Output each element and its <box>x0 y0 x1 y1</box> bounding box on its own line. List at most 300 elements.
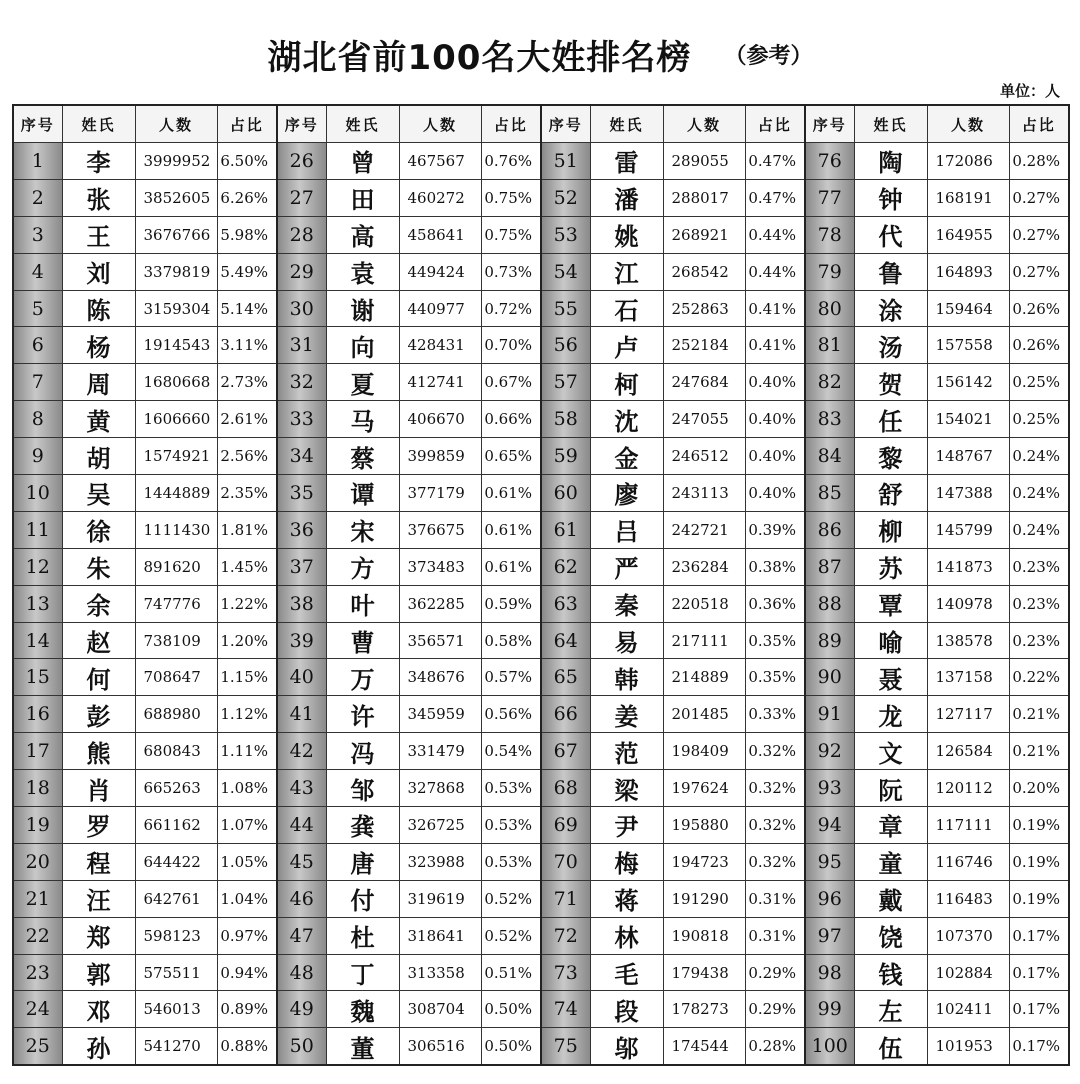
surname-cell: 万 <box>326 659 399 696</box>
rank-cell: 23 <box>13 954 62 991</box>
rank-cell: 30 <box>277 290 326 327</box>
surname-cell: 谢 <box>326 290 399 327</box>
count-cell: 157558 <box>927 327 1009 364</box>
count-cell: 747776 <box>135 585 217 622</box>
rank-cell: 8 <box>13 401 62 438</box>
table-row <box>13 548 1069 585</box>
count-cell: 194723 <box>663 843 745 880</box>
surname-cell: 杨 <box>62 327 135 364</box>
rank-cell: 3 <box>13 216 62 253</box>
rank-cell: 18 <box>13 770 62 807</box>
rank-cell: 35 <box>277 475 326 512</box>
count-cell: 373483 <box>399 548 481 585</box>
rank-cell: 68 <box>541 770 590 807</box>
surname-cell: 吴 <box>62 475 135 512</box>
surname-cell: 付 <box>326 880 399 917</box>
surname-cell: 周 <box>62 364 135 401</box>
percent-cell: 0.33% <box>745 696 805 733</box>
surname-cell: 叶 <box>326 585 399 622</box>
surname-cell: 易 <box>590 622 663 659</box>
count-cell: 116746 <box>927 843 1009 880</box>
surname-cell: 苏 <box>854 548 927 585</box>
surname-cell: 聂 <box>854 659 927 696</box>
rank-cell: 80 <box>805 290 854 327</box>
percent-cell: 2.61% <box>217 401 277 438</box>
count-cell: 252184 <box>663 327 745 364</box>
rank-cell: 79 <box>805 253 854 290</box>
count-cell: 214889 <box>663 659 745 696</box>
percent-cell: 0.23% <box>1009 622 1069 659</box>
table-row <box>13 327 1069 364</box>
percent-cell: 3.11% <box>217 327 277 364</box>
surname-cell: 韩 <box>590 659 663 696</box>
percent-cell: 0.31% <box>745 880 805 917</box>
count-cell: 665263 <box>135 770 217 807</box>
table-row <box>13 1028 1069 1065</box>
surname-cell: 丁 <box>326 954 399 991</box>
table-row <box>13 807 1069 844</box>
surname-cell: 谭 <box>326 475 399 512</box>
rank-cell: 38 <box>277 585 326 622</box>
surname-header: 姓氏 <box>590 105 663 143</box>
rank-cell: 26 <box>277 143 326 180</box>
page-subtitle: （参考） <box>724 44 813 69</box>
surname-cell: 李 <box>62 143 135 180</box>
surname-cell: 童 <box>854 843 927 880</box>
surname-cell: 陶 <box>854 143 927 180</box>
surname-cell: 赵 <box>62 622 135 659</box>
percent-cell: 0.61% <box>481 548 541 585</box>
count-cell: 164955 <box>927 216 1009 253</box>
table-row <box>13 143 1069 180</box>
count-cell: 252863 <box>663 290 745 327</box>
percent-cell: 0.58% <box>481 622 541 659</box>
count-cell: 217111 <box>663 622 745 659</box>
surname-cell: 汪 <box>62 880 135 917</box>
percent-cell: 1.20% <box>217 622 277 659</box>
percent-cell: 0.40% <box>745 475 805 512</box>
count-cell: 126584 <box>927 733 1009 770</box>
surname-cell: 冯 <box>326 733 399 770</box>
rank-cell: 6 <box>13 327 62 364</box>
count-cell: 467567 <box>399 143 481 180</box>
surname-cell: 柯 <box>590 364 663 401</box>
surname-cell: 杜 <box>326 917 399 954</box>
surname-cell: 代 <box>854 216 927 253</box>
rank-cell: 28 <box>277 216 326 253</box>
percent-cell: 0.22% <box>1009 659 1069 696</box>
count-cell: 428431 <box>399 327 481 364</box>
percent-cell: 0.40% <box>745 364 805 401</box>
count-cell: 323988 <box>399 843 481 880</box>
count-cell: 116483 <box>927 880 1009 917</box>
percent-cell: 0.24% <box>1009 475 1069 512</box>
count-cell: 661162 <box>135 807 217 844</box>
count-cell: 174544 <box>663 1028 745 1065</box>
rank-cell: 92 <box>805 733 854 770</box>
count-cell: 546013 <box>135 991 217 1028</box>
percent-cell: 0.24% <box>1009 511 1069 548</box>
count-cell: 178273 <box>663 991 745 1028</box>
percent-cell: 0.76% <box>481 143 541 180</box>
count-cell: 172086 <box>927 143 1009 180</box>
count-cell: 246512 <box>663 438 745 475</box>
table-row <box>13 770 1069 807</box>
percent-cell: 0.41% <box>745 327 805 364</box>
surname-cell: 舒 <box>854 475 927 512</box>
percent-cell: 0.25% <box>1009 401 1069 438</box>
rank-cell: 60 <box>541 475 590 512</box>
percent-header: 占比 <box>1009 105 1069 143</box>
count-cell: 190818 <box>663 917 745 954</box>
count-cell: 319619 <box>399 880 481 917</box>
percent-cell: 0.27% <box>1009 216 1069 253</box>
table-row <box>13 696 1069 733</box>
count-cell: 164893 <box>927 253 1009 290</box>
percent-cell: 0.75% <box>481 216 541 253</box>
surname-cell: 刘 <box>62 253 135 290</box>
surname-cell: 方 <box>326 548 399 585</box>
rank-cell: 15 <box>13 659 62 696</box>
rank-cell: 19 <box>13 807 62 844</box>
surname-cell: 林 <box>590 917 663 954</box>
rank-cell: 14 <box>13 622 62 659</box>
surname-cell: 徐 <box>62 511 135 548</box>
count-cell: 289055 <box>663 143 745 180</box>
count-cell: 644422 <box>135 843 217 880</box>
surname-cell: 肖 <box>62 770 135 807</box>
count-cell: 1574921 <box>135 438 217 475</box>
percent-cell: 0.44% <box>745 253 805 290</box>
surname-cell: 秦 <box>590 585 663 622</box>
rank-cell: 48 <box>277 954 326 991</box>
percent-cell: 0.31% <box>745 917 805 954</box>
count-cell: 168191 <box>927 179 1009 216</box>
rank-cell: 25 <box>13 1028 62 1065</box>
percent-cell: 5.98% <box>217 216 277 253</box>
percent-cell: 0.47% <box>745 179 805 216</box>
rank-cell: 69 <box>541 807 590 844</box>
count-cell: 642761 <box>135 880 217 917</box>
percent-cell: 0.26% <box>1009 290 1069 327</box>
count-cell: 377179 <box>399 475 481 512</box>
rank-cell: 62 <box>541 548 590 585</box>
table-row <box>13 843 1069 880</box>
count-cell: 179438 <box>663 954 745 991</box>
count-cell: 575511 <box>135 954 217 991</box>
surname-cell: 邬 <box>590 1028 663 1065</box>
surname-cell: 郑 <box>62 917 135 954</box>
rank-cell: 17 <box>13 733 62 770</box>
table-row <box>13 991 1069 1028</box>
surname-cell: 尹 <box>590 807 663 844</box>
percent-cell: 0.35% <box>745 659 805 696</box>
rank-cell: 81 <box>805 327 854 364</box>
unit-label: 单位：人 <box>999 82 1060 100</box>
percent-cell: 0.27% <box>1009 253 1069 290</box>
count-cell: 458641 <box>399 216 481 253</box>
rank-cell: 50 <box>277 1028 326 1065</box>
count-cell: 156142 <box>927 364 1009 401</box>
rank-cell: 66 <box>541 696 590 733</box>
count-cell: 1444889 <box>135 475 217 512</box>
rank-cell: 5 <box>13 290 62 327</box>
count-cell: 348676 <box>399 659 481 696</box>
percent-cell: 0.19% <box>1009 843 1069 880</box>
percent-cell: 0.65% <box>481 438 541 475</box>
percent-cell: 1.04% <box>217 880 277 917</box>
rank-cell: 31 <box>277 327 326 364</box>
count-cell: 1606660 <box>135 401 217 438</box>
rank-cell: 70 <box>541 843 590 880</box>
percent-cell: 0.97% <box>217 917 277 954</box>
percent-cell: 0.75% <box>481 179 541 216</box>
surname-cell: 龙 <box>854 696 927 733</box>
title-row <box>0 30 1080 90</box>
percent-cell: 0.19% <box>1009 880 1069 917</box>
surname-cell: 阮 <box>854 770 927 807</box>
count-cell: 412741 <box>399 364 481 401</box>
count-cell: 356571 <box>399 622 481 659</box>
percent-cell: 0.73% <box>481 253 541 290</box>
count-cell: 102884 <box>927 954 1009 991</box>
rank-cell: 39 <box>277 622 326 659</box>
surname-cell: 夏 <box>326 364 399 401</box>
rank-cell: 9 <box>13 438 62 475</box>
rank-cell: 21 <box>13 880 62 917</box>
count-cell: 708647 <box>135 659 217 696</box>
rank-cell: 93 <box>805 770 854 807</box>
surname-cell: 胡 <box>62 438 135 475</box>
count-cell: 449424 <box>399 253 481 290</box>
surname-cell: 程 <box>62 843 135 880</box>
rank-cell: 98 <box>805 954 854 991</box>
rank-cell: 13 <box>13 585 62 622</box>
count-header: 人数 <box>135 105 217 143</box>
surname-cell: 余 <box>62 585 135 622</box>
percent-cell: 6.50% <box>217 143 277 180</box>
table-body <box>13 143 1069 1066</box>
percent-cell: 0.35% <box>745 622 805 659</box>
surname-cell: 彭 <box>62 696 135 733</box>
surname-cell: 黄 <box>62 401 135 438</box>
count-cell: 376675 <box>399 511 481 548</box>
count-cell: 101953 <box>927 1028 1009 1065</box>
surname-cell: 许 <box>326 696 399 733</box>
percent-cell: 0.29% <box>745 991 805 1028</box>
percent-cell: 0.40% <box>745 438 805 475</box>
percent-cell: 0.56% <box>481 696 541 733</box>
table-row <box>13 511 1069 548</box>
percent-cell: 0.70% <box>481 327 541 364</box>
rank-cell: 55 <box>541 290 590 327</box>
count-cell: 247684 <box>663 364 745 401</box>
percent-cell: 0.28% <box>745 1028 805 1065</box>
count-cell: 460272 <box>399 179 481 216</box>
count-cell: 345959 <box>399 696 481 733</box>
percent-cell: 0.88% <box>217 1028 277 1065</box>
count-cell: 107370 <box>927 917 1009 954</box>
rank-cell: 83 <box>805 401 854 438</box>
percent-cell: 0.53% <box>481 843 541 880</box>
rank-cell: 52 <box>541 179 590 216</box>
percent-cell: 0.39% <box>745 511 805 548</box>
rank-cell: 84 <box>805 438 854 475</box>
rank-cell: 77 <box>805 179 854 216</box>
percent-cell: 0.72% <box>481 290 541 327</box>
rank-cell: 46 <box>277 880 326 917</box>
rank-cell: 32 <box>277 364 326 401</box>
rank-cell: 88 <box>805 585 854 622</box>
percent-cell: 0.41% <box>745 290 805 327</box>
percent-cell: 0.24% <box>1009 438 1069 475</box>
percent-cell: 1.15% <box>217 659 277 696</box>
rank-cell: 75 <box>541 1028 590 1065</box>
surname-cell: 龚 <box>326 807 399 844</box>
surname-cell: 邓 <box>62 991 135 1028</box>
rank-cell: 24 <box>13 991 62 1028</box>
surname-cell: 曾 <box>326 143 399 180</box>
percent-cell: 0.61% <box>481 511 541 548</box>
count-cell: 541270 <box>135 1028 217 1065</box>
rank-cell: 90 <box>805 659 854 696</box>
rank-cell: 87 <box>805 548 854 585</box>
rank-cell: 36 <box>277 511 326 548</box>
rank-cell: 99 <box>805 991 854 1028</box>
table-row <box>13 622 1069 659</box>
rank-cell: 42 <box>277 733 326 770</box>
percent-cell: 1.81% <box>217 511 277 548</box>
rank-cell: 86 <box>805 511 854 548</box>
percent-cell: 0.32% <box>745 770 805 807</box>
count-cell: 141873 <box>927 548 1009 585</box>
surname-cell: 汤 <box>854 327 927 364</box>
rank-cell: 4 <box>13 253 62 290</box>
percent-cell: 0.89% <box>217 991 277 1028</box>
rank-header: 序号 <box>541 105 590 143</box>
rank-cell: 73 <box>541 954 590 991</box>
rank-cell: 22 <box>13 917 62 954</box>
percent-cell: 2.56% <box>217 438 277 475</box>
rank-cell: 45 <box>277 843 326 880</box>
surname-cell: 蒋 <box>590 880 663 917</box>
rank-cell: 12 <box>13 548 62 585</box>
percent-cell: 0.17% <box>1009 954 1069 991</box>
percent-cell: 0.32% <box>745 807 805 844</box>
percent-cell: 0.21% <box>1009 733 1069 770</box>
count-cell: 154021 <box>927 401 1009 438</box>
percent-cell: 0.50% <box>481 1028 541 1065</box>
count-cell: 891620 <box>135 548 217 585</box>
surname-cell: 邹 <box>326 770 399 807</box>
percent-cell: 0.59% <box>481 585 541 622</box>
rank-cell: 43 <box>277 770 326 807</box>
count-cell: 147388 <box>927 475 1009 512</box>
surname-cell: 王 <box>62 216 135 253</box>
count-cell: 117111 <box>927 807 1009 844</box>
percent-cell: 0.57% <box>481 659 541 696</box>
rank-cell: 94 <box>805 807 854 844</box>
table-row <box>13 216 1069 253</box>
rank-header: 序号 <box>805 105 854 143</box>
count-cell: 127117 <box>927 696 1009 733</box>
surname-cell: 郭 <box>62 954 135 991</box>
count-cell: 220518 <box>663 585 745 622</box>
surname-cell: 江 <box>590 253 663 290</box>
surname-cell: 袁 <box>326 253 399 290</box>
rank-cell: 16 <box>13 696 62 733</box>
percent-cell: 2.73% <box>217 364 277 401</box>
rank-cell: 10 <box>13 475 62 512</box>
rank-cell: 7 <box>13 364 62 401</box>
percent-cell: 0.94% <box>217 954 277 991</box>
rank-cell: 41 <box>277 696 326 733</box>
percent-cell: 0.36% <box>745 585 805 622</box>
count-header: 人数 <box>663 105 745 143</box>
count-cell: 3159304 <box>135 290 217 327</box>
percent-cell: 0.47% <box>745 143 805 180</box>
surname-cell: 雷 <box>590 143 663 180</box>
percent-cell: 1.05% <box>217 843 277 880</box>
percent-cell: 0.40% <box>745 401 805 438</box>
rank-cell: 96 <box>805 880 854 917</box>
surname-cell: 章 <box>854 807 927 844</box>
count-cell: 3852605 <box>135 179 217 216</box>
percent-cell: 0.27% <box>1009 179 1069 216</box>
surname-cell: 任 <box>854 401 927 438</box>
rank-cell: 61 <box>541 511 590 548</box>
rank-cell: 74 <box>541 991 590 1028</box>
count-cell: 138578 <box>927 622 1009 659</box>
surname-cell: 沈 <box>590 401 663 438</box>
percent-cell: 0.53% <box>481 770 541 807</box>
rank-cell: 29 <box>277 253 326 290</box>
count-cell: 195880 <box>663 807 745 844</box>
count-cell: 268542 <box>663 253 745 290</box>
rank-cell: 91 <box>805 696 854 733</box>
count-cell: 3999952 <box>135 143 217 180</box>
surname-cell: 马 <box>326 401 399 438</box>
rank-cell: 59 <box>541 438 590 475</box>
count-cell: 362285 <box>399 585 481 622</box>
count-cell: 598123 <box>135 917 217 954</box>
surname-cell: 卢 <box>590 327 663 364</box>
surname-cell: 覃 <box>854 585 927 622</box>
surname-header: 姓氏 <box>62 105 135 143</box>
rank-cell: 95 <box>805 843 854 880</box>
surname-cell: 段 <box>590 991 663 1028</box>
percent-cell: 0.32% <box>745 733 805 770</box>
surname-cell: 廖 <box>590 475 663 512</box>
rank-cell: 54 <box>541 253 590 290</box>
table-row <box>13 290 1069 327</box>
percent-cell: 6.26% <box>217 179 277 216</box>
count-cell: 288017 <box>663 179 745 216</box>
rank-cell: 47 <box>277 917 326 954</box>
surname-cell: 张 <box>62 179 135 216</box>
rank-cell: 89 <box>805 622 854 659</box>
percent-cell: 0.26% <box>1009 327 1069 364</box>
surname-cell: 蔡 <box>326 438 399 475</box>
percent-cell: 0.67% <box>481 364 541 401</box>
percent-cell: 0.23% <box>1009 585 1069 622</box>
percent-cell: 0.66% <box>481 401 541 438</box>
table-row <box>13 733 1069 770</box>
percent-cell: 1.07% <box>217 807 277 844</box>
count-cell: 331479 <box>399 733 481 770</box>
rank-cell: 2 <box>13 179 62 216</box>
percent-cell: 0.23% <box>1009 548 1069 585</box>
